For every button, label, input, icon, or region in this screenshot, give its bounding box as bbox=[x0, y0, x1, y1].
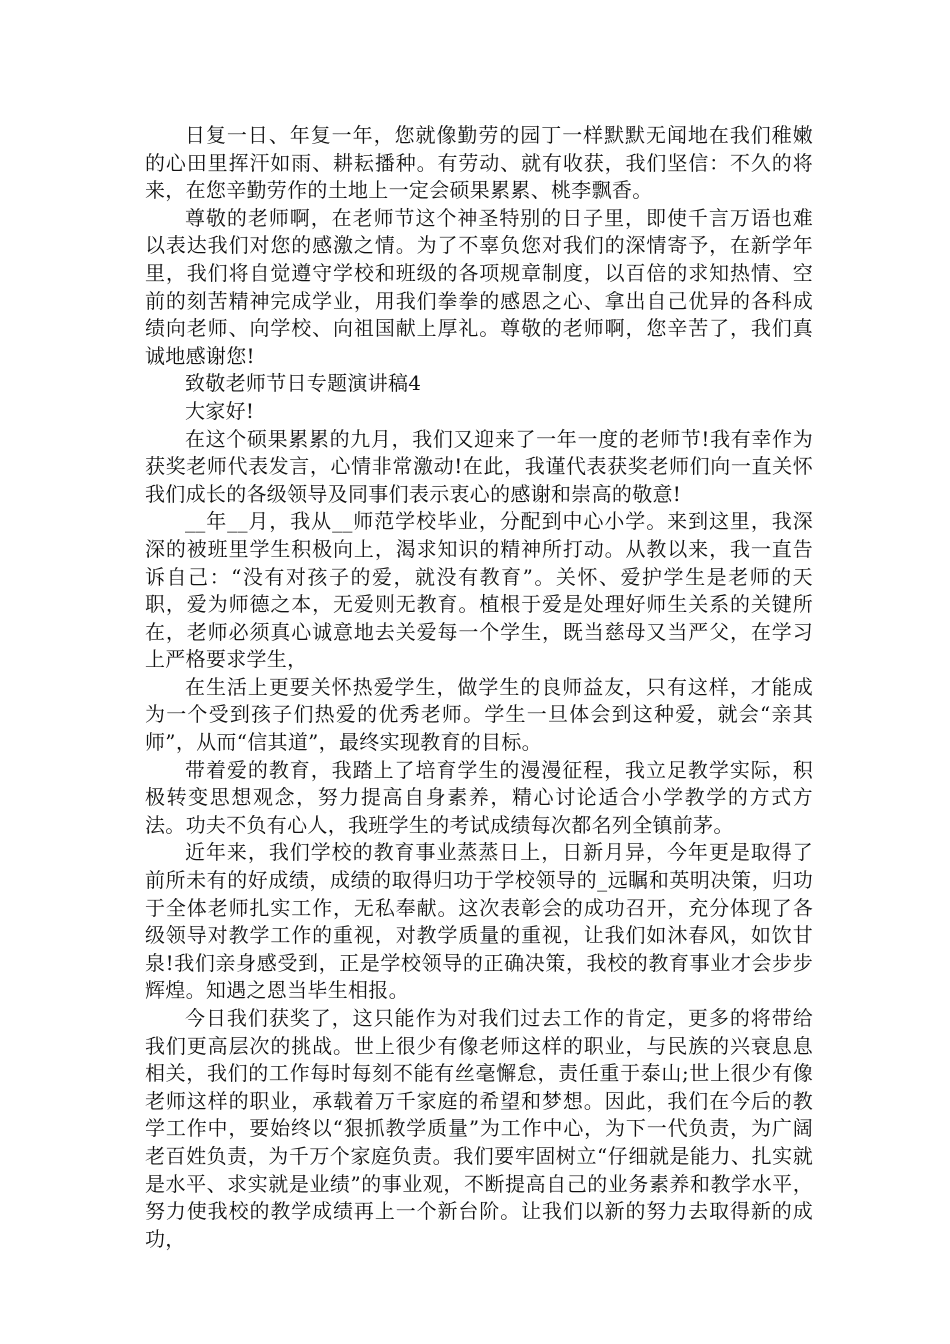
paragraph: 在生活上更要关怀热爱学生，做学生的良师益友，只有这样，才能成为一个受到孩子们热爱的优秀老师。学生一旦体会到这种爱，就会“亲其师”，从而“信其道”，最终实现教育的目标。 bbox=[145, 674, 813, 755]
speech-title: 致敬老师节日专题演讲稿4 bbox=[185, 371, 422, 396]
greeting: 大家好! bbox=[185, 398, 255, 423]
paragraph: 近年来，我们学校的教育事业蒸蒸日上，日新月异，今年更是取得了前所未有的好成绩，成绩的取得归功于学校领导的_远瞩和英明决策，归功于全体老师扎实工作，无私奉献。这次表彰会的成功召开，充分体现了各级领导对教学工作的重视，对教学质量的重视，让我们如沐春风，如饮甘泉!我们亲身感受到，正是学校领导的正确决策，我校的教育事业才会步步辉煌。知遇之恩当毕生相报。 bbox=[145, 840, 813, 1003]
paragraph: 尊敬的老师啊，在老师节这个神圣特别的日子里，即使千言万语也难以表达我们对您的感激之情。为了不辜负您对我们的深情寄予，在新学年里，我们将自觉遵守学校和班级的各项规章制度，以百倍的求知热情、空前的刻苦精神完成学业，用我们拳拳的感恩之心、拿出自己优异的各科成绩向老师、向学校、向祖国献上厚礼。尊敬的老师啊，您辛苦了，我们真诚地感谢您! bbox=[145, 205, 813, 368]
document-page bbox=[145, 122, 813, 1253]
paragraph: 日复一日、年复一年，您就像勤劳的园丁一样默默无闻地在我们稚嫩的心田里挥汗如雨、耕耘播种。有劳动、就有收获，我们坚信：不久的将来，在您辛勤劳作的土地上一定会硕果累累、桃李飘香。 bbox=[145, 123, 813, 203]
paragraph: 今日我们获奖了，这只能作为对我们过去工作的肯定，更多的将带给我们更高层次的挑战。世上很少有像老师这样的职业，与民族的兴衰息息相关，我们的工作每时每刻不能有丝毫懈怠，责任重于泰山;世上很少有像老师这样的职业，承载着万千家庭的希望和梦想。因此，我们在今后的教学工作中，要始终以“狠抓教学质量”为工作中心，为下一代负责，为广阔老百姓负责，为千万个家庭负责。我们要牢固树立“仔细就是能力、扎实就是水平、求实就是业绩”的事业观，不断提高自己的业务素养和教学水平，努力使我校的教学成绩再上一个新台阶。让我们以新的努力去取得新的成功， bbox=[145, 1006, 813, 1251]
paragraph: 在这个硕果累累的九月，我们又迎来了一年一度的老师节!我有幸作为获奖老师代表发言，心情非常激动!在此，我谨代表获奖老师们向一直关怀我们成长的各级领导及同事们表示衷心的感谢和崇高的敬意! bbox=[145, 426, 813, 506]
paragraph: __年__月，我从__师范学校毕业，分配到中心小学。来到这里，我深深的被班里学生积极向上，渴求知识的精神所打动。从教以来，我一直告诉自己：“没有对孩子的爱，就没有教育”。关怀、爱护学生是老师的天职，爱为师德之本，无爱则无教育。植根于爱是处理好师生关系的关键所在，老师必须真心诚意地去关爱每一个学生，既当慈母又当严父，在学习上严格要求学生， bbox=[145, 509, 813, 672]
paragraph: 带着爱的教育，我踏上了培育学生的漫漫征程，我立足教学实际，积极转变思想观念，努力提高自身素养，精心讨论适合小学教学的方式方法。功夫不负有心人，我班学生的考试成绩每次都名列全镇前茅。 bbox=[145, 757, 813, 837]
